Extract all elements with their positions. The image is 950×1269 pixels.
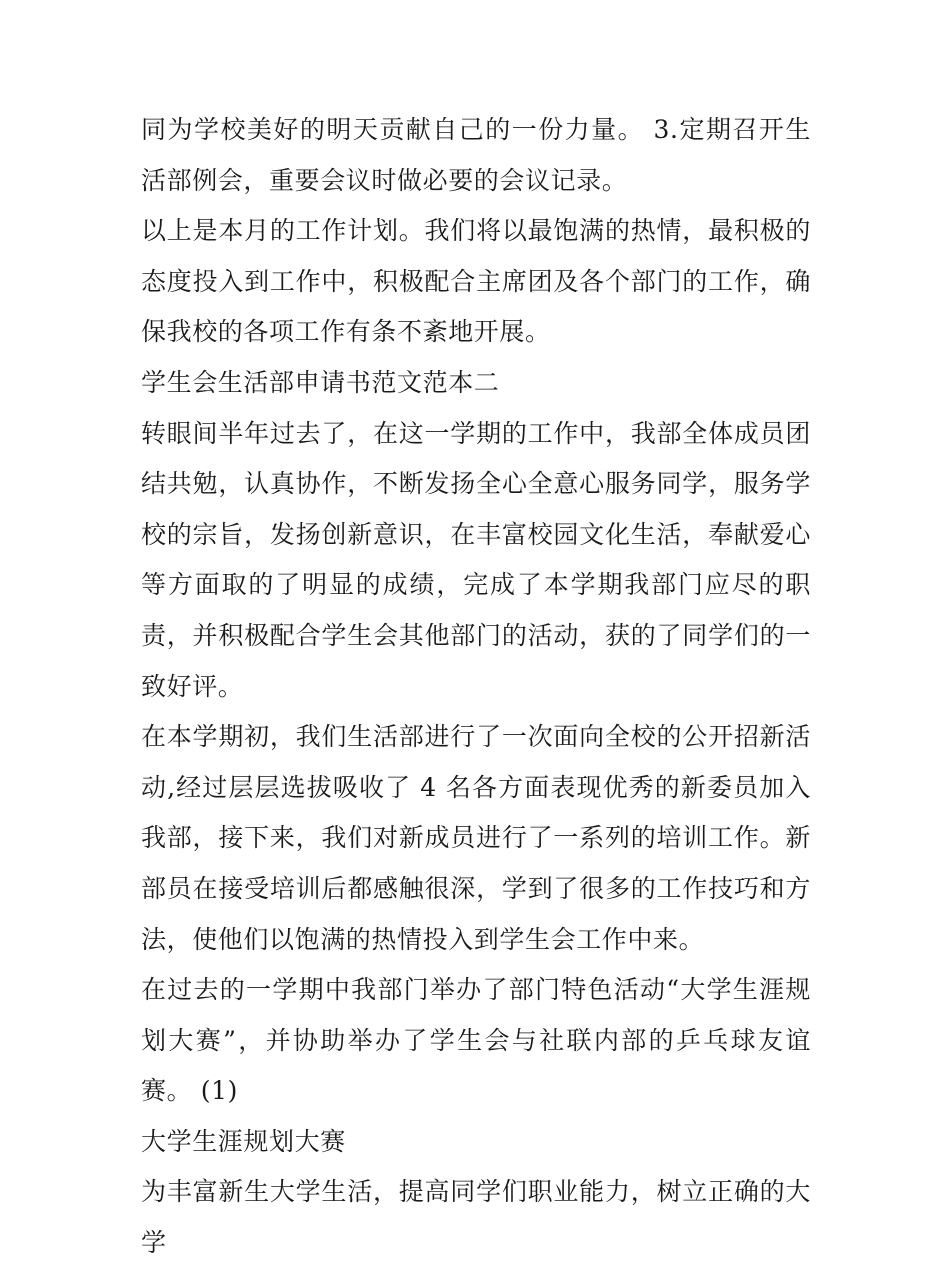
paragraph-career-planning-intro: 为丰富新生大学生活，提高同学们职业能力，树立正确的大学 bbox=[141, 1177, 811, 1258]
paragraph-semester-review: 转眼间半年过去了，在这一学期的工作中，我部全体成员团结共勉，认真协作，不断发扬全心全意心服务同学，服务学校的宗旨，发扬创新意识，在丰富校园文化生活，奉献爱心等方面取的了明显的成绩，完成了本学期我部门应尽的职责，并积极配合学生会其他部门的活动，获的了同学们的一致好评。 bbox=[141, 418, 811, 701]
document-page bbox=[141, 105, 811, 1269]
paragraph-activities: 在过去的一学期中我部门举办了部门特色活动“大学生涯规划大赛”，并协助举办了学生会与社联内部的乒乓球友谊赛。 (1) bbox=[141, 975, 811, 1106]
section-title-sample-two: 学生会生活部申请书范文范本二 bbox=[141, 367, 500, 397]
paragraph-work-plan-item-3: 同为学校美好的明天贡献自己的一份力量。 3.定期召开生活部例会，重要会议时做必要的会议记录。 bbox=[141, 115, 811, 195]
paragraph-recruitment: 在本学期初，我们生活部进行了一次面向全校的公开招新活动,经过层层选拔吸收了 4 名各方面表现优秀的新委员加入我部，接下来，我们对新成员进行了一系列的培训工作。新部员在接受培训后都感触很深，学到了很多的工作技巧和方法，使他们以饱满的热情投入到学生会工作中来。 bbox=[141, 722, 811, 954]
paragraph-summary: 以上是本月的工作计划。我们将以最饱满的热情，最积极的态度投入到工作中，积极配合主席团及各个部门的工作，确保我校的各项工作有条不紊地开展。 bbox=[141, 216, 811, 347]
subsection-title-career-planning: 大学生涯规划大赛 bbox=[141, 1126, 346, 1156]
